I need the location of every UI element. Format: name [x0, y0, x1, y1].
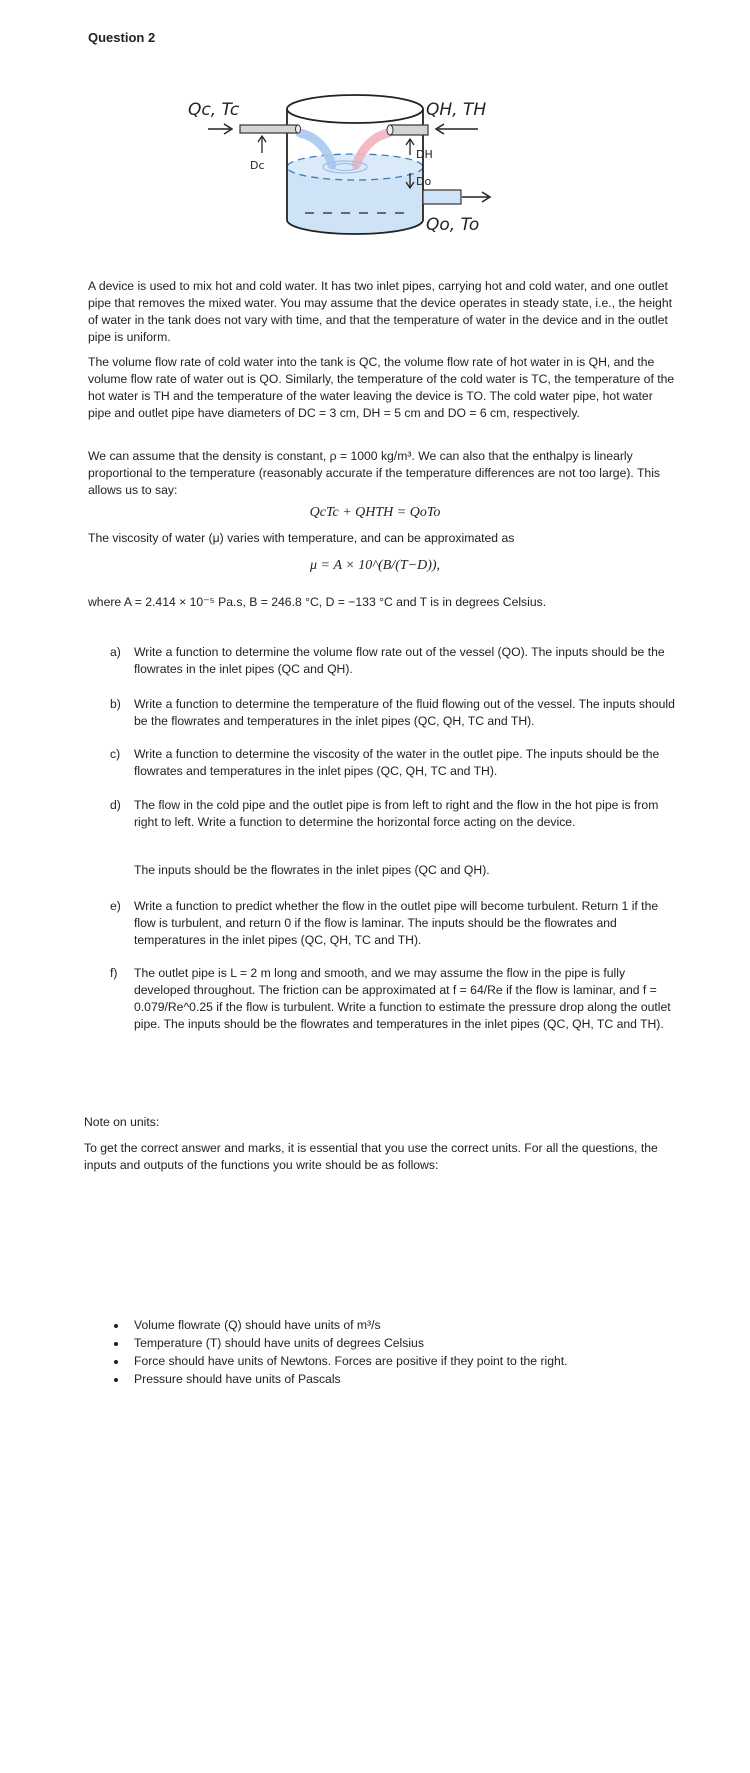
- flow-definitions-paragraph: The volume flow rate of cold water into the tank is QC, the volume flow rate of hot water in is QH, and the volume flow rate of water out is QO. Similarly, the temperature of the cold water is TC, the temperature of the hot water is TH and the temperature of the water leaving the device is TO. The cold water pipe, hot water pipe and outlet pipe have diameters of DC = 3 cm, DH = 5 cm and DO = 6 cm, respectively.: [88, 355, 675, 420]
- label-qh-th: QH, TH: [426, 100, 487, 120]
- hot-inlet-pipe: [390, 125, 428, 135]
- task-label: f): [110, 966, 118, 980]
- task-f: [110, 965, 680, 1033]
- viscosity-intro: The viscosity of water (μ) varies with temperature, and can be approximated as: [88, 531, 515, 545]
- viscosity-equation: μ = A × 10^(B/(T−D)),: [309, 558, 441, 573]
- outlet-pipe: [423, 190, 461, 204]
- list-item: • Force should have units of Newtons. Forces are positive if they point to the right.: [128, 1352, 568, 1370]
- cold-inlet-pipe: [240, 125, 298, 133]
- task-b: [110, 696, 680, 730]
- list-item: • Pressure should have units of Pascals: [128, 1370, 568, 1388]
- label-qo-to: Qo, To: [426, 215, 480, 235]
- units-heading: Note on units:: [84, 1115, 160, 1129]
- task-d: [110, 797, 680, 831]
- task-c: [110, 746, 680, 780]
- task-e: [110, 898, 680, 949]
- label-qc-tc: Qc, Tc: [188, 100, 240, 120]
- mixing-tank-diagram: [188, 95, 560, 285]
- enthalpy-equation: QcTc + QHTH = QoTo: [309, 505, 441, 520]
- units-list: [106, 1316, 568, 1388]
- label-dc: Dc: [250, 159, 265, 172]
- task-label: e): [110, 899, 121, 913]
- task-text: Write a function to determine the volume flow rate out of the vessel (QO). The inputs should be the flowrates in the inlet pipes (QC and QH).: [134, 645, 665, 676]
- list-item: • Temperature (T) should have units of degrees Celsius: [128, 1334, 568, 1352]
- task-text: Write a function to determine the viscosity of the water in the outlet pipe. The inputs should be the flowrates and temperatures in the inlet pipes (QC, QH, TC and TH).: [134, 747, 660, 778]
- intro-paragraph: A device is used to mix hot and cold water. It has two inlet pipes, carrying hot and cold water, and one outlet pipe that removes the mixed water. You may assume that the device operates in steady state, i.e., the height of water in the tank does not vary with time, and that the temperature of water in the device and in the outlet pipe is uniform.: [88, 279, 672, 344]
- task-text: The flow in the cold pipe and the outlet pipe is from left to right and the flow in the hot pipe is from right to left. Write a function to determine the horizontal force acting on the device.: [134, 798, 659, 829]
- task-label: b): [110, 697, 121, 711]
- label-dh: DH: [416, 148, 433, 161]
- task-text: The outlet pipe is L = 2 m long and smooth, and we may assume the flow in the pipe is fully developed throughout. The friction can be approximated at f = 64/Re if the flow is laminar, and f = 0.079/Re^0.25 if the flow is turbulent. Write a function to estimate the pressure drop along the outlet pipe. The inputs should be the flowrates and temperatures in the inlet pipes (QC, QH, TC and TH).: [134, 966, 671, 1031]
- task-label: c): [110, 747, 121, 761]
- constants-paragraph: where A = 2.414 × 10⁻⁵ Pa.s, B = 246.8 °C, D = −133 °C and T is in degrees Celsius.: [88, 595, 547, 609]
- tank-top: [287, 95, 423, 123]
- task-text: Write a function to predict whether the flow in the outlet pipe will become turbulent. Return 1 if the flow is turbulent, and return 0 if the flow is laminar. The inputs should be the flowrates and temperatures in the inlet pipes (QC, QH, TC and TH).: [134, 899, 659, 947]
- task-label: d): [110, 798, 121, 812]
- units-intro: To get the correct answer and marks, it is essential that you use the correct units. For all the questions, the inputs and outputs of the functions you write should be as follows:: [84, 1141, 658, 1172]
- density-enthalpy-paragraph: We can assume that the density is constant, ρ = 1000 kg/m³. We can also that the enthalpy is linearly proportional to the temperature (reasonably accurate if the temperature differences are not too large). This allows us to say:: [88, 449, 661, 497]
- task-d-inputs: The inputs should be the flowrates in the inlet pipes (QC and QH).: [134, 863, 490, 877]
- task-a: [110, 644, 680, 678]
- label-do: Do: [416, 175, 432, 188]
- task-text: Write a function to determine the temperature of the fluid flowing out of the vessel. The inputs should be the flowrates and temperatures in the inlet pipes (QC, QH, TC and TH).: [134, 697, 675, 728]
- task-label: a): [110, 645, 121, 659]
- list-item: • Volume flowrate (Q) should have units of m³/s: [128, 1316, 568, 1334]
- question-title: Question 2: [88, 30, 156, 45]
